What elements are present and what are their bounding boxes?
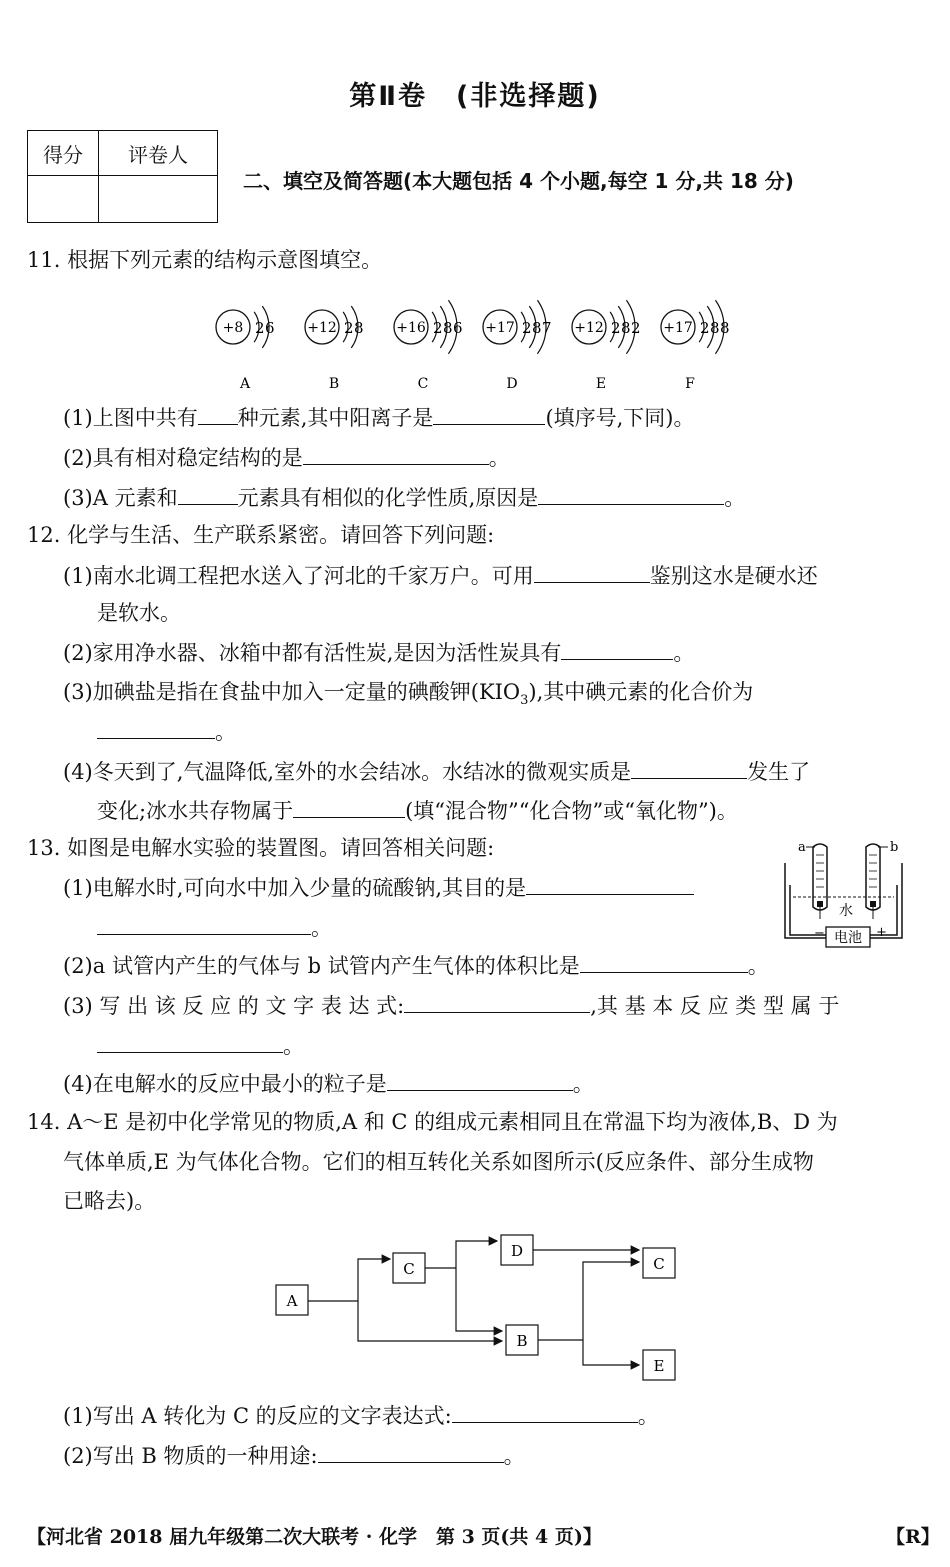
score-header: 得分 — [28, 131, 99, 176]
q11-part2 — [63, 442, 510, 473]
node-E: E — [653, 1357, 665, 1375]
q13-p3-text-a: (3) 写 出 该 反 应 的 文 字 表 达 式: — [63, 994, 405, 1018]
conversion-flow-diagram — [270, 1225, 690, 1390]
node-D: D — [510, 1242, 524, 1260]
node-B: B — [516, 1332, 528, 1350]
q11-part1 — [63, 402, 695, 433]
q13-p3-blank2[interactable] — [97, 1030, 283, 1053]
q12-part1 — [63, 560, 818, 591]
score-cell[interactable] — [28, 176, 99, 223]
q11-p2-blank[interactable] — [303, 442, 489, 465]
q14-part2 — [63, 1440, 525, 1471]
q12-p3-text-a: (3)加碘盐是指在食盐中加入一定量的碘酸钾(KIO — [63, 680, 521, 704]
node-C2: C — [653, 1255, 665, 1273]
electron-count: 2 — [344, 319, 354, 337]
electron-count: 6 — [265, 319, 275, 337]
q14-stem-line1: 14. A～E 是初中化学常见的物质,A 和 C 的组成元素相同且在常温下均为液体,B、D 为 — [27, 1110, 838, 1134]
page-footer-code: 【R】 — [886, 1526, 940, 1548]
q11-p3-text-a: (3)A 元素和 — [63, 486, 178, 510]
q12-p4-cont — [97, 795, 738, 826]
atom-A — [216, 306, 275, 392]
grader-cell[interactable] — [99, 176, 218, 223]
q12-p4-blank1[interactable] — [631, 756, 747, 779]
page-footer: 【河北省 2018 届九年级第二次大联考 · 化学 第 3 页(共 4 页)】 — [27, 1526, 602, 1548]
atom-label: D — [506, 376, 518, 392]
atom-D — [483, 300, 552, 392]
q14-p2-blank[interactable] — [318, 1440, 504, 1463]
q13-p1-cont — [97, 912, 332, 943]
page-title: 第Ⅱ卷 (非选择题) — [349, 81, 601, 112]
q12-p2-blank[interactable] — [561, 637, 673, 660]
q12-p1-text-b: 鉴别这水是硬水还 — [649, 564, 818, 588]
electron-count: 2 — [433, 319, 443, 337]
nucleus-charge: +12 — [307, 320, 337, 336]
q12-p3-text-c: 。 — [215, 720, 236, 744]
electron-count: 8 — [621, 319, 631, 337]
electron-count: 8 — [532, 319, 542, 337]
q11-p2-text-a: (2)具有相对稳定结构的是 — [63, 446, 303, 470]
q12-p1-cont: 是软水。 — [97, 601, 181, 625]
q11-p2-text-b: 。 — [488, 446, 510, 470]
q14-p2-text-a: (2)写出 B 物质的一种用途: — [63, 1444, 318, 1468]
q12-part2 — [63, 637, 694, 668]
atom-label: C — [417, 376, 429, 392]
q11-p3-text-b: 元素具有相似的化学性质,原因是 — [237, 486, 539, 510]
label-b: b — [890, 840, 899, 855]
q12-p3-text-b: ),其中碘元素的化合价为 — [528, 680, 754, 704]
electron-count: 2 — [631, 319, 641, 337]
q13-p1-text-b: 。 — [311, 916, 332, 940]
q11-stem: 11. 根据下列元素的结构示意图填空。 — [27, 248, 383, 272]
q13-part3 — [63, 990, 839, 1021]
q14-part1 — [63, 1400, 659, 1431]
q12-p1-text-a: (1)南水北调工程把水送入了河北的千家万户。可用 — [63, 564, 534, 588]
q12-p4-blank2[interactable] — [293, 795, 405, 818]
q13-p3-text-c: 。 — [283, 1034, 304, 1058]
node-A: A — [286, 1292, 298, 1310]
q12-p2-text-b: 。 — [673, 641, 695, 665]
electron-count: 2 — [522, 319, 532, 337]
electrolysis-apparatus-diagram — [780, 835, 910, 950]
nucleus-charge: +17 — [663, 320, 693, 336]
q13-p4-blank[interactable] — [387, 1068, 573, 1091]
q13-p2-text-a: (2)a 试管内产生的气体与 b 试管内产生气体的体积比是 — [63, 954, 580, 978]
atom-label: A — [239, 376, 251, 392]
q14-p1-text-b: 。 — [637, 1404, 659, 1428]
electron-count: 6 — [453, 319, 463, 337]
q12-p3-subscript: 3 — [520, 693, 529, 709]
q11-p1-blank1[interactable] — [198, 402, 238, 425]
nucleus-charge: +16 — [396, 320, 426, 336]
nucleus-charge: +8 — [222, 320, 244, 336]
electron-count: 8 — [443, 319, 453, 337]
q13-p3-cont — [97, 1030, 304, 1061]
atom-F — [661, 300, 730, 392]
atom-label: E — [595, 376, 607, 392]
q12-p1-blank[interactable] — [534, 560, 650, 583]
electron-count: 8 — [354, 319, 364, 337]
q11-p1-text-b: 种元素,其中阳离子是 — [237, 406, 434, 430]
label-battery: 电池 — [834, 930, 862, 946]
q13-stem: 13. 如图是电解水实验的装置图。请回答相关问题: — [27, 836, 495, 860]
q13-p4-text-b: 。 — [572, 1072, 594, 1096]
q13-part1 — [63, 872, 694, 903]
q13-p4-text-a: (4)在电解水的反应中最小的粒子是 — [63, 1072, 387, 1096]
q14-p2-text-b: 。 — [503, 1444, 525, 1468]
label-plus: + — [876, 925, 887, 940]
q12-stem: 12. 化学与生活、生产联系紧密。请回答下列问题: — [27, 523, 495, 547]
q13-p2-text-b: 。 — [747, 954, 769, 978]
q11-p1-blank2[interactable] — [433, 402, 545, 425]
electron-count: 2 — [611, 319, 621, 337]
q14-p1-blank[interactable] — [452, 1400, 638, 1423]
q12-p3-blank[interactable] — [97, 716, 215, 739]
q13-p1-text-a: (1)电解水时,可向水中加入少量的硫酸钠,其目的是 — [63, 876, 527, 900]
atom-C — [394, 300, 463, 392]
section-heading: 二、填空及简答题(本大题包括 4 个小题,每空 1 分,共 18 分) — [243, 169, 794, 193]
atom-E — [572, 300, 641, 392]
q13-part2 — [63, 950, 769, 981]
q13-part4 — [63, 1068, 594, 1099]
q12-part3 — [63, 677, 753, 716]
grader-header: 评卷人 — [99, 131, 218, 176]
atom-label: F — [685, 376, 695, 392]
q13-p1-blank2[interactable] — [97, 912, 311, 935]
q13-p1-blank1[interactable] — [526, 872, 694, 895]
electron-count: 8 — [720, 319, 730, 337]
electron-count: 2 — [700, 319, 710, 337]
q12-p4-text-a: (4)冬天到了,气温降低,室外的水会结冰。水结冰的微观实质是 — [63, 760, 632, 784]
atom-structure-diagrams — [195, 285, 755, 395]
q13-p2-blank[interactable] — [580, 950, 748, 973]
q13-p3-blank1[interactable] — [404, 990, 590, 1013]
q14-stem-line3: 已略去)。 — [63, 1189, 156, 1213]
q14-stem-line2: 气体单质,E 为气体化合物。它们的相互转化关系如图所示(反应条件、部分生成物 — [63, 1150, 814, 1174]
score-table — [27, 130, 218, 223]
nucleus-charge: +12 — [574, 320, 604, 336]
electron-count: 7 — [542, 319, 552, 337]
nucleus-charge: +17 — [485, 320, 515, 336]
electron-count: 2 — [255, 319, 265, 337]
q12-p2-text-a: (2)家用净水器、冰箱中都有活性炭,是因为活性炭具有 — [63, 641, 562, 665]
q12-p4-text-d: (填“混合物”“化合物”或“氧化物”)。 — [405, 799, 738, 823]
q12-part4 — [63, 756, 810, 787]
q13-p3-text-b: ,其 基 本 反 应 类 型 属 于 — [590, 994, 840, 1018]
q12-p4-text-c: 变化;冰水共存物属于 — [97, 799, 294, 823]
q11-p3-blank2[interactable] — [538, 482, 724, 505]
q11-part3 — [63, 482, 745, 513]
node-C1: C — [403, 1260, 415, 1278]
label-minus: − — [814, 926, 825, 941]
electron-count: 8 — [710, 319, 720, 337]
q11-p3-text-c: 。 — [724, 486, 746, 510]
q11-p1-text-a: (1)上图中共有 — [63, 406, 198, 430]
q14-p1-text-a: (1)写出 A 转化为 C 的反应的文字表达式: — [63, 1404, 452, 1428]
q12-p3-cont — [97, 716, 236, 747]
atom-label: B — [328, 376, 340, 392]
q11-p3-blank1[interactable] — [178, 482, 238, 505]
atom-B — [305, 306, 364, 392]
label-water: 水 — [839, 903, 853, 919]
q12-p4-text-b: 发生了 — [747, 760, 811, 784]
q11-p1-text-c: (填序号,下同)。 — [545, 406, 695, 430]
label-a: a — [798, 840, 806, 855]
